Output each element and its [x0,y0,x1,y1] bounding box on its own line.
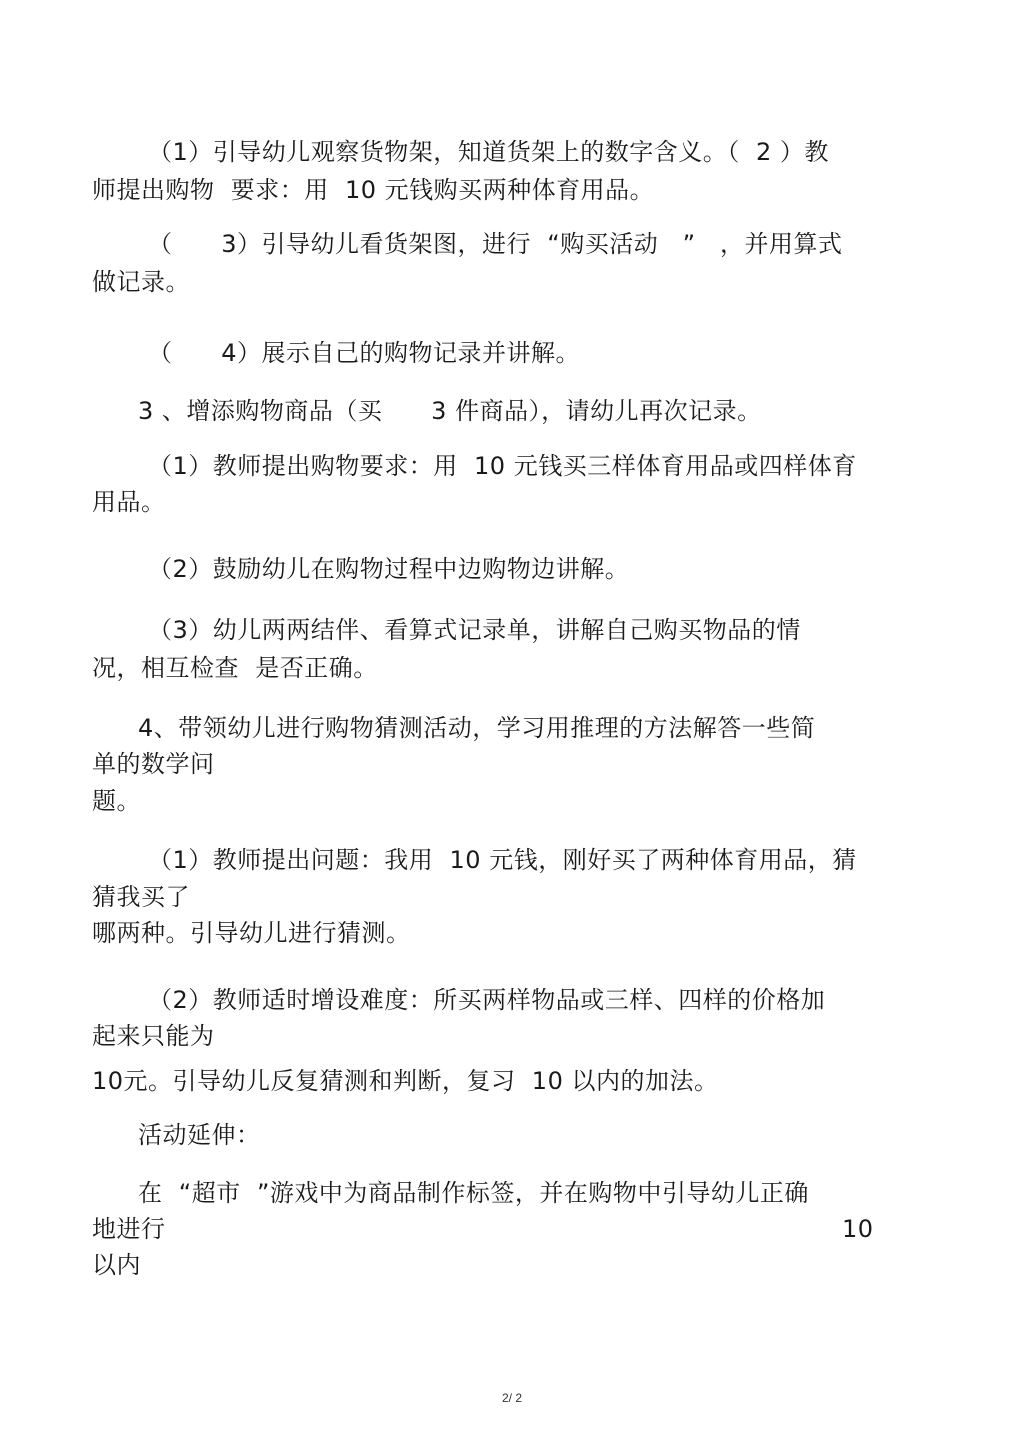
text-line: 题。 [92,787,141,815]
text-line: 在 “超市 ”游戏中为商品制作标签，并在购物中引导幼儿正确 [138,1179,809,1207]
text-line: 用品。 [92,488,166,516]
section-heading: 3 、增添购物商品（买 3 件商品），请幼儿再次记录。 [138,397,762,425]
section-heading: 活动延伸： [138,1121,261,1149]
section-heading: 4、带领幼儿进行购物猜测活动，学习用推理的方法解答一些简 [138,714,816,742]
text-line: （1）教师提出购物要求：用 10 元钱买三样体育用品或四样体育 [148,452,857,480]
text-line: 哪两种。引导幼儿进行猜测。 [92,919,411,947]
text-line: （2）鼓励幼儿在购物过程中边购物边讲解。 [148,555,630,583]
text-line: 猜我买了 [92,883,190,911]
text-line: 以内 [92,1251,141,1279]
text-line: 单的数学问 [92,750,215,778]
text-line: （ 4）展示自己的购物记录并讲解。 [148,339,581,367]
text-line: 师提出购物 要求：用 10 元钱购买两种体育用品。 [92,176,655,204]
text-line: 10元。引导幼儿反复猜测和判断，复习 10 以内的加法。 [92,1067,719,1095]
text-line: 地进行 [92,1215,166,1243]
text-line: （1）引导幼儿观察货物架，知道货架上的数字含义。（ 2 ）教 [148,138,829,166]
text-line: （ 3）引导幼儿看货架图，进行 “购买活动 ” ，并用算式 [148,230,843,258]
text-line: （2）教师适时增设难度：所买两样物品或三样、四样的价格加 [148,986,826,1014]
text-line: 起来只能为 [92,1022,215,1050]
text-line: （3）幼儿两两结伴、看算式记录单，讲解自己购买物品的情 [148,616,801,644]
text-line: 10 [842,1215,874,1243]
text-line: （1）教师提出问题：我用 10 元钱，刚好买了两种体育用品，猜 [148,846,857,874]
text-line: 况，相互检查 是否正确。 [92,654,378,682]
page-number: 2/ 2 [501,1391,522,1405]
text-line: 做记录。 [92,268,190,296]
